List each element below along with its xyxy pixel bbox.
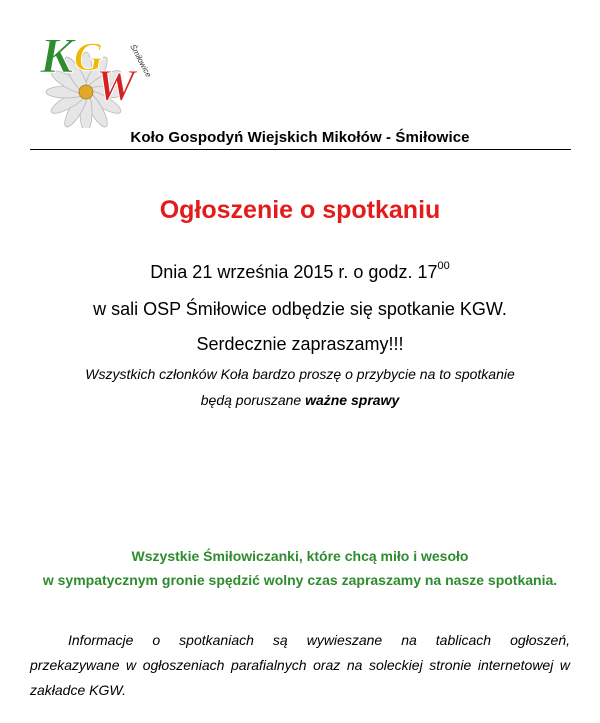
info-line-2: przekazywane w ogłoszeniach parafialnych oraz na soleckiej stronie internetowej w <box>30 657 570 673</box>
topics-important: ważne sprawy <box>305 392 400 408</box>
logo-letter-w: W <box>96 61 136 110</box>
topics-prefix: będą poruszane <box>200 392 306 408</box>
meeting-time-minutes: 00 <box>437 260 450 272</box>
header-divider <box>30 149 571 150</box>
invitation-line-1: Wszystkie Śmiłowiczanki, które chcą miło i wesoło <box>131 548 469 564</box>
topics-line <box>0 392 600 408</box>
logo-letter-k: K <box>40 27 74 83</box>
organization-name: Koło Gospodyń Wiejskich Mikołów - Śmiłowice <box>130 129 470 146</box>
meeting-date-line <box>0 262 600 283</box>
logo-arc-text: Śmiłowice <box>128 42 154 79</box>
kgw-logo <box>34 20 162 128</box>
meeting-date-text: Dnia 21 września 2015 r. o godz. 17 <box>150 262 438 282</box>
invite-line: Serdecznie zapraszamy!!! <box>196 334 404 354</box>
announcement-title: Ogłoszenie o spotkaniu <box>159 196 441 224</box>
meeting-location-line: w sali OSP Śmiłowice odbędzie się spotkanie KGW. <box>93 299 507 319</box>
logo-letter-g: G <box>74 34 103 79</box>
kgw-logo-graphic <box>34 20 162 128</box>
invitation-line-2: w sympatycznym gronie spędzić wolny czas zapraszamy na nasze spotkania. <box>42 572 558 588</box>
info-line-1: Informacje o spotkaniach są wywieszane na tablicach ogłoszeń, <box>68 632 570 648</box>
members-request-line: Wszystkich członków Koła bardzo proszę o przybycie na to spotkanie <box>85 366 515 382</box>
info-line-3: zakładce KGW. <box>30 682 126 698</box>
